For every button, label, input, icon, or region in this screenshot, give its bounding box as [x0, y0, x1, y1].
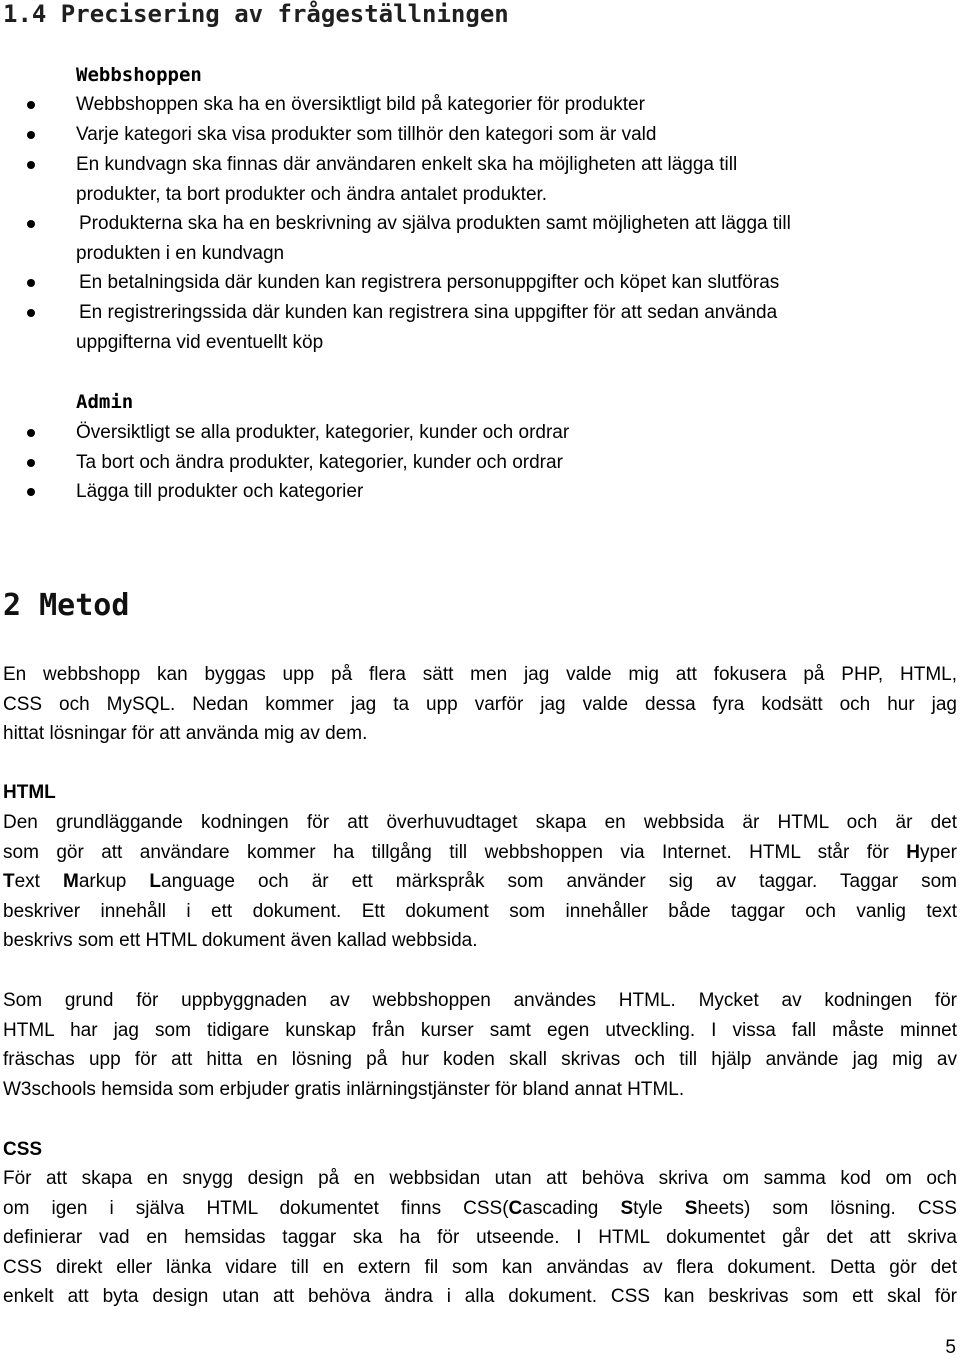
bullet-icon: [27, 101, 35, 109]
list-item-text: Lägga till produkter och kategorier: [76, 481, 364, 502]
bullet-icon: [27, 429, 35, 437]
list-item-text: Produkterna ska ha en beskrivning av själva produkten samt möjligheten att lägga till produkten i en kundvagn: [76, 213, 791, 264]
bullet-icon: [27, 459, 35, 467]
bullet-icon: [27, 309, 35, 317]
metod-intro-paragraph: En webbshopp kan byggas upp på flera sätt men jag valde mig att fokusera på PHP, HTML, CSS och MySQL. Nedan kommer jag ta upp varför jag valde dessa fyra kodsätt och hur jag hittat lösningar för att använda mig av dem.: [3, 664, 957, 744]
list-item-text: En registreringssida där kunden kan registrera sina uppgifter för att sedan använda uppgifterna vid eventuellt köp: [76, 302, 778, 353]
list-item-text: Översiktligt se alla produkter, kategorier, kunder och ordrar: [76, 422, 570, 443]
html-paragraph-1: Den grundläggande kodningen för att överhuvudtaget skapa en webbsida är HTML och är det som gör att användare kommer ha tillgång till webbshoppen via Internet. HTML står för Hyper Text Markup Language och är ett märkspråk som använder sig av taggar. Taggar som beskriver innehåll i ett dokument. Ett dokument som innehåller både taggar och vanlig text beskrivs som ett HTML dokument även kallad webbsida.: [3, 812, 957, 951]
section-heading-1-4: 1.4 Precisering av frågeställningen: [3, 0, 509, 28]
css-paragraph: För att skapa en snygg design på en webbsidan utan att behöva skriva om samma kod om och om igen i själva HTML dokumentet finns CSS(Cascading Style Sheets) som lösning. CSS definierar vad en hemsidas taggar ska ha för utseende. I HTML dokumentet går det att skriva CSS direkt eller länka vidare till en extern fil som kan användas av flera dokument. Detta gör det enkelt att byta design utan att behöva ändra i alla dokument. CSS kan beskrivas som ett skal för: [3, 1168, 957, 1307]
html-paragraph-2: Som grund för uppbyggnaden av webbshoppen användes HTML. Mycket av kodningen för HTML har jag som tidigare kunskap från kurser samt egen utveckling. I vissa fall måste minnet fräschas upp för att hitta en lösning på hur koden skall skrivas och till hjälp använde jag mig av W3schools hemsida som erbjuder gratis inlärningstjänster för bland annat HTML.: [3, 990, 957, 1100]
bullet-icon: [27, 131, 35, 139]
bullet-icon: [27, 279, 35, 287]
html-section-title: HTML: [3, 782, 56, 803]
css-section-title: CSS: [3, 1139, 43, 1160]
bullet-icon: [27, 220, 35, 228]
list-item-text: En betalningsida där kunden kan registrera personuppgifter och köpet kan slutföras: [79, 272, 780, 293]
subheading-admin: Admin: [76, 391, 134, 413]
page-number: 5: [945, 1337, 956, 1358]
list-item-text: Webbshoppen ska ha en översiktligt bild på kategorier för produkter: [76, 94, 645, 115]
section-heading-2-metod: 2 Metod: [3, 588, 130, 623]
list-item-text: Ta bort och ändra produkter, kategorier, kunder och ordrar: [76, 452, 563, 473]
list-item-text: Varje kategori ska visa produkter som tillhör den kategori som är vald: [76, 124, 657, 145]
subheading-webbshoppen: Webbshoppen: [76, 64, 202, 86]
bullet-icon: [27, 488, 35, 496]
list-item-text: En kundvagn ska finnas där användaren enkelt ska ha möjligheten att lägga till produkter, ta bort produkter och ändra antalet produkter.: [76, 154, 738, 205]
bullet-icon: [27, 161, 35, 169]
